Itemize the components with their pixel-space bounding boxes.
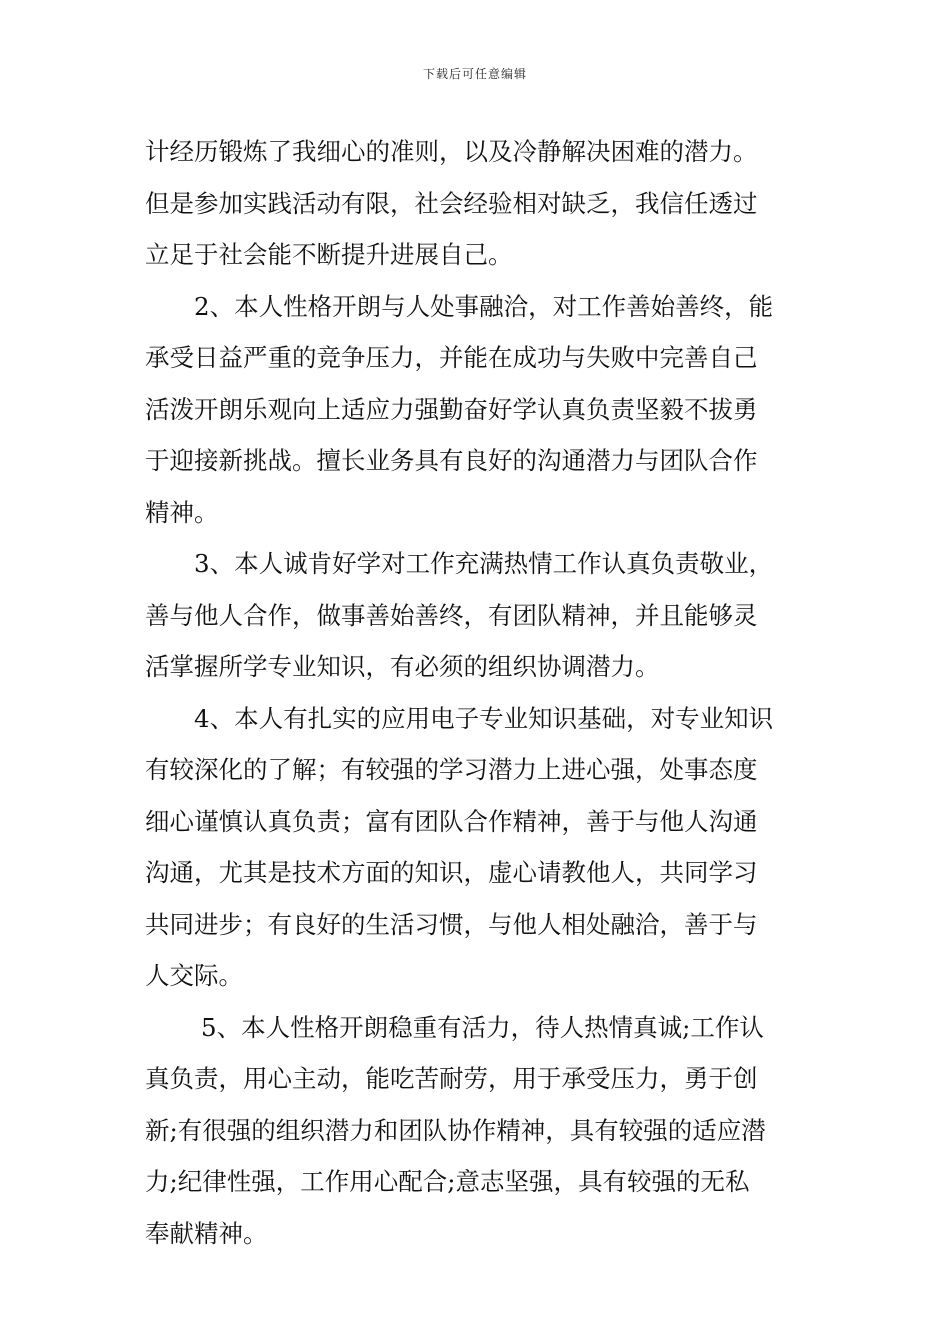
text-line: 有较深化的了解；有较强的学习潜力上进心强，处事态度: [145, 755, 758, 784]
text-line: 承受日益严重的竞争压力，并能在成功与失败中完善自己: [145, 343, 758, 372]
text-line: 共同进步；有良好的生活习惯，与他人相处融洽，善于与: [145, 909, 758, 939]
text-line: 活掌握所学专业知识，有必须的组织协调潜力。: [145, 652, 660, 681]
text-line: 于迎接新挑战。擅长业务具有良好的沟通潜力与团队合作: [145, 446, 758, 475]
text-line: 活泼开朗乐观向上适应力强勤奋好学认真负责坚毅不拔勇: [145, 394, 758, 424]
text-line: 计经历锻炼了我细心的准则，以及冷静解决困难的潜力。: [145, 137, 758, 166]
text-line: 沟通，尤其是技术方面的知识，虚心请教他人，共同学习: [145, 858, 758, 887]
paragraph-3-start: 3、本人诚肯好学对工作充满热情工作认真负责敬业，: [194, 549, 774, 578]
text-line: 精神。: [145, 497, 219, 527]
text-line: 立足于社会能不断提升进展自己。: [145, 240, 513, 269]
paragraph-5-start: 5、本人性格开朗稳重有活力，待人热情真诚;工作认: [201, 1012, 764, 1042]
text-line: 奉献精神。: [145, 1218, 268, 1248]
text-line: 善与他人合作，做事善始善终，有团队精神，并且能够灵: [145, 600, 758, 630]
text-line: 但是参加实践活动有限，社会经验相对缺乏，我信任透过: [145, 188, 758, 218]
text-line: 新;有很强的组织潜力和团队协作精神，具有较强的适应潜: [145, 1115, 766, 1145]
page-header: 下载后可任意编辑: [422, 67, 527, 81]
document-body: [145, 126, 810, 1259]
paragraph-4-start: 4、本人有扎实的应用电子专业知识基础，对专业知识: [194, 703, 774, 733]
text-line: 真负责，用心主动，能吃苦耐劳，用于承受压力，勇于创: [145, 1064, 758, 1093]
text-line: 人交际。: [145, 961, 243, 990]
paragraph-2-start: 2、本人性格开朗与人处事融洽，对工作善始善终，能: [194, 291, 774, 321]
text-line: 细心谨慎认真负责；富有团队合作精神，善于与他人沟通: [145, 806, 758, 836]
text-line: 力;纪律性强，工作用心配合;意志坚强，具有较强的无私: [145, 1167, 750, 1196]
